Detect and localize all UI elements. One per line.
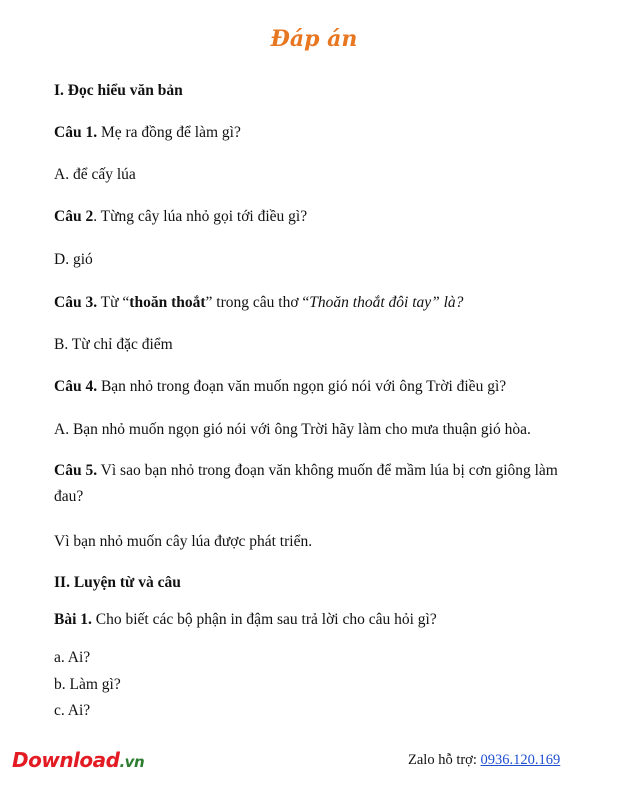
answer-1: A. để cấy lúa — [54, 166, 136, 183]
question-3-label: Câu 3. — [54, 294, 98, 311]
question-3 — [54, 294, 463, 312]
question-5-label: Câu 5. — [54, 462, 98, 479]
question-3-italic-quote: Thoăn thoắt đôi tay” là? — [309, 294, 464, 311]
question-4-text: Bạn nhỏ trong đoạn văn muốn ngọn gió nói với ông Trời điều gì? — [97, 378, 507, 395]
question-3-text-b: ” trong câu thơ “ — [205, 294, 310, 311]
answer-2: D. gió — [54, 251, 93, 268]
question-3-bold-term: thoăn thoắt — [129, 294, 206, 311]
question-4-label: Câu 4. — [54, 378, 98, 395]
zalo-support — [408, 752, 560, 769]
section-heading-reading: I. Đọc hiểu văn bản — [54, 82, 183, 99]
question-3-text-a: Từ “ — [97, 294, 130, 311]
zalo-phone-link[interactable]: 0936.120.169 — [480, 752, 561, 768]
exercise-1-item-a: a. Ai? — [54, 649, 91, 666]
question-1-text: Mẹ ra đồng để làm gì? — [97, 124, 241, 141]
exercise-1 — [54, 611, 437, 629]
exercise-1-item-c: c. Ai? — [54, 702, 91, 719]
question-4 — [54, 378, 506, 396]
zalo-label: Zalo hỗ trợ: — [408, 752, 481, 768]
exercise-1-text: Cho biết các bộ phận in đậm sau trả lời cho câu hỏi gì? — [91, 611, 437, 628]
answer-5: Vì bạn nhỏ muốn cây lúa được phát triển. — [54, 533, 313, 550]
page-title: Đáp án — [270, 26, 358, 52]
logo-main-text: Download — [12, 748, 120, 772]
question-2-text: . Từng cây lúa nhỏ gọi tới điều gì? — [93, 208, 308, 225]
question-2 — [54, 208, 307, 226]
question-1 — [54, 124, 241, 142]
logo-suffix-text: .vn — [119, 753, 145, 771]
question-2-label: Câu 2 — [54, 208, 94, 225]
exercise-1-label: Bài 1. — [54, 611, 92, 628]
download-vn-logo[interactable] — [12, 748, 144, 772]
answer-3: B. Từ chỉ đặc điểm — [54, 336, 173, 353]
answer-4: A. Bạn nhỏ muốn ngọn gió nói với ông Trời hãy làm cho mưa thuận gió hòa. — [54, 421, 531, 438]
question-5 — [54, 458, 574, 510]
question-5-text: Vì sao bạn nhỏ trong đoạn văn không muốn để mầm lúa bị cơn giông làm đau? — [54, 462, 558, 505]
question-1-label: Câu 1. — [54, 124, 98, 141]
exercise-1-item-b: b. Làm gì? — [54, 676, 121, 693]
section-heading-vocabulary: II. Luyện từ và câu — [54, 574, 181, 591]
